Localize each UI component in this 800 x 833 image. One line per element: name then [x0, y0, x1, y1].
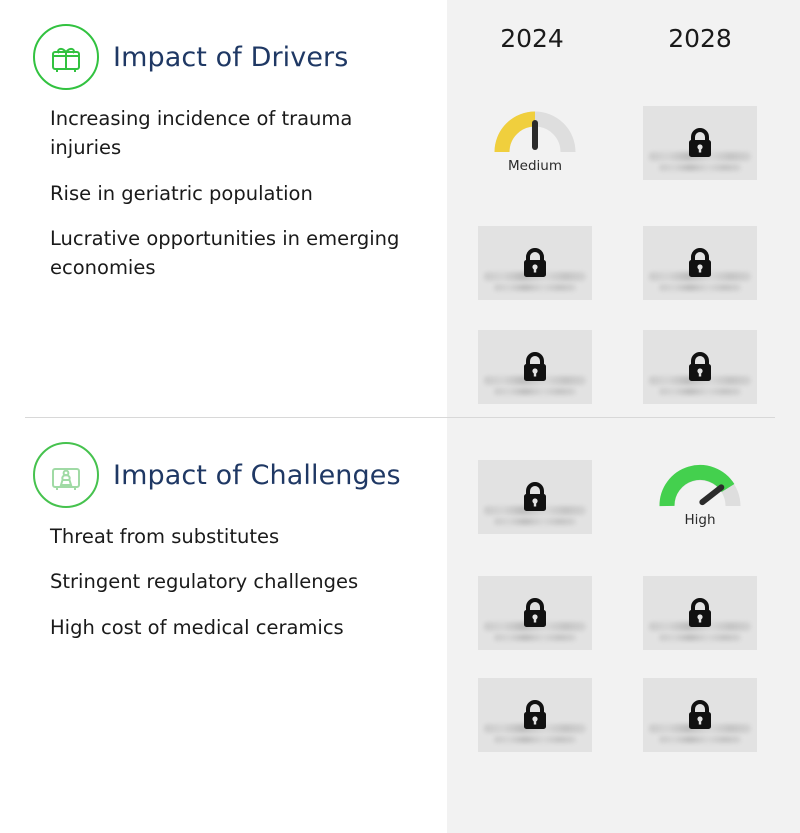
locked-cell[interactable]: [478, 576, 592, 650]
blurred-text-line: [494, 634, 576, 641]
column-header-2024: 2024: [500, 24, 564, 53]
rating-cell-challenges-3-2028[interactable]: [643, 678, 757, 752]
blurred-text-line: [659, 164, 741, 171]
blurred-text-line: [659, 634, 741, 641]
locked-cell[interactable]: [643, 330, 757, 404]
drivers-badge-icon: [33, 24, 99, 90]
list-item: Increasing incidence of trauma injuries: [50, 107, 353, 160]
challenges-title: Impact of Challenges: [113, 459, 401, 491]
locked-cell[interactable]: [643, 106, 757, 180]
gauge-medium: [478, 106, 592, 180]
locked-cell[interactable]: [478, 226, 592, 300]
challenges-badge-icon: [33, 442, 99, 508]
section-challenges: [0, 418, 447, 658]
rating-cell-challenges-1-2024[interactable]: [478, 460, 592, 534]
blurred-text-line: [659, 388, 741, 395]
lock-icon: [683, 124, 717, 162]
blurred-text-line: [494, 284, 576, 291]
rating-cell-drivers-3-2028[interactable]: [643, 330, 757, 404]
lock-icon: [683, 594, 717, 632]
locked-cell[interactable]: [478, 678, 592, 752]
locked-cell[interactable]: [478, 330, 592, 404]
locked-cell[interactable]: [643, 678, 757, 752]
rating-cell-challenges-3-2024[interactable]: [478, 678, 592, 752]
blurred-text-line: [659, 736, 741, 743]
gauge-label: High: [684, 512, 716, 528]
list-item: High cost of medical ceramics: [50, 615, 344, 639]
list-item: Rise in geriatric population: [50, 181, 313, 205]
blurred-text-line: [494, 518, 576, 525]
drivers-list: [0, 104, 447, 282]
lock-icon: [683, 348, 717, 386]
lock-icon: [683, 696, 717, 734]
rating-cell-drivers-1-2028[interactable]: [643, 106, 757, 180]
drivers-header: [0, 0, 447, 90]
lock-icon: [518, 696, 552, 734]
list-item: Lucrative opportunities in emerging economies: [50, 226, 400, 279]
lock-icon: [518, 244, 552, 282]
locked-cell[interactable]: [478, 460, 592, 534]
rating-cell-challenges-2-2024[interactable]: [478, 576, 592, 650]
rating-cell-drivers-2-2028[interactable]: [643, 226, 757, 300]
locked-cell[interactable]: [643, 576, 757, 650]
gauge-label: Medium: [508, 158, 562, 174]
blurred-text-line: [494, 736, 576, 743]
rating-cell-challenges-1-2028[interactable]: [643, 460, 757, 534]
section-drivers: [0, 0, 447, 298]
gauge-high: [643, 460, 757, 534]
rating-cell-drivers-3-2024[interactable]: [478, 330, 592, 404]
rating-cell-drivers-2-2024[interactable]: [478, 226, 592, 300]
list-item: Threat from substitutes: [50, 525, 280, 548]
list-item: Stringent regulatory challenges: [50, 570, 359, 594]
locked-cell[interactable]: [643, 226, 757, 300]
lock-icon: [518, 478, 552, 516]
drivers-title: Impact of Drivers: [113, 41, 349, 73]
lock-icon: [518, 348, 552, 386]
blurred-text-line: [659, 284, 741, 291]
column-header-2028: 2028: [668, 24, 732, 53]
blurred-text-line: [494, 388, 576, 395]
rating-cell-challenges-2-2028[interactable]: [643, 576, 757, 650]
lock-icon: [683, 244, 717, 282]
challenges-list: [0, 522, 447, 642]
rating-cell-drivers-1-2024[interactable]: [478, 106, 592, 180]
lock-icon: [518, 594, 552, 632]
challenges-header: [0, 418, 447, 508]
